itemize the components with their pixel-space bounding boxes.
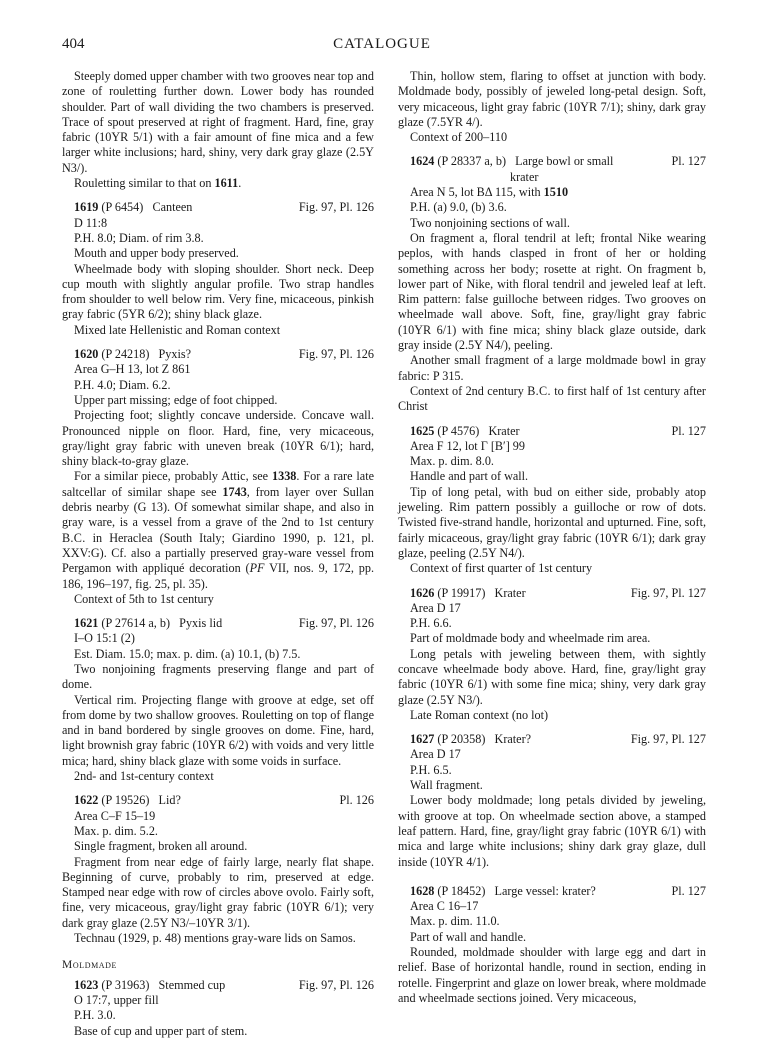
find-location: Area D 17 — [410, 747, 461, 762]
find-location: D 11:8 — [74, 215, 108, 230]
dimensions: P.H. 8.0; Diam. of rim 3.8. — [74, 230, 204, 245]
entry-heading — [398, 884, 706, 899]
inventory-number: (P 20358) — [437, 732, 486, 747]
preservation: Single fragment, broken all around. — [74, 839, 248, 854]
entry-context: 2nd- and 1st-century context — [74, 769, 214, 784]
entry-heading — [62, 616, 374, 631]
catalogue-entry-1627 — [398, 732, 706, 870]
entry-context: Mixed late Hellenistic and Roman context — [74, 322, 281, 337]
dimensions: Max. p. dim. 11.0. — [410, 914, 500, 929]
entry-description: Steeply domed upper chamber with two grooves near top and zone of rouletting further down. Lower body has rounded shoulder. Part of wall dividing the two chambers is preserved. Trace of spout preserved at right of fragment. Hard, fine, gray fabric (10YR 5/1) with a fair amount of fine mica and a few larger white inclusions; hard, shiny, very dark gray glaze (2.5Y N3/). — [62, 69, 374, 175]
left-column — [62, 69, 374, 1039]
entry-description: Long petals with jeweling between them, with sightly concave wheelmade body above. Hard, fine, gray/light gray fabric (10YR 6/1) with some fine mica; shiny, very dark gray glaze (2.5Y N3/). — [398, 646, 706, 707]
entry-number: 1626 — [410, 585, 435, 600]
entry-note: Another small fragment of a large moldmade bowl in gray fabric: P 315. — [398, 353, 706, 383]
catalogue-entry-1623-continued — [398, 69, 706, 145]
object-name: Krater — [494, 585, 526, 600]
catalogue-entry-1625 — [398, 424, 706, 577]
object-name-continued: krater — [510, 169, 539, 184]
preservation: Part of wall and handle. — [410, 929, 527, 944]
object-name: Large vessel: krater? — [494, 883, 596, 898]
object-name: Canteen — [152, 200, 193, 215]
figure-reference: Pl. 127 — [671, 883, 706, 898]
catalogue-entry-1620 — [62, 347, 374, 607]
object-name: Krater — [488, 423, 520, 438]
dimensions: Est. Diam. 15.0; max. p. dim. (a) 10.1, (b) 7.5. — [74, 646, 301, 661]
cross-reference: 1338 — [272, 469, 297, 484]
find-location: Area G–H 13, lot Z 861 — [74, 362, 191, 377]
entry-number: 1619 — [74, 200, 99, 215]
preservation: Handle and part of wall. — [410, 469, 529, 484]
entry-number: 1627 — [410, 732, 435, 747]
inventory-number: (P 24218) — [101, 347, 150, 362]
entry-heading — [398, 424, 706, 439]
catalogue-entry-1628 — [398, 884, 706, 1006]
catalogue-entry-1624 — [398, 154, 706, 414]
entry-description: Rounded, moldmade shoulder with large egg and dart in relief. Base of horizontal handle, round in section, ending in rotelle. Fingerprint and glaze on lower break, where moldmade and wheelmade sections joined. Very micaceous, — [398, 945, 706, 1005]
entry-description: Wheelmade body with sloping shoulder. Short neck. Deep cup mouth with slightly angular profile. Two strap handles from shoulder to well below rim. Very fine, micaceous, pinkish gray fabric (5YR 6/2); shiny black glaze. — [62, 261, 374, 322]
entry-heading — [398, 154, 706, 169]
figure-reference: Fig. 97, Pl. 127 — [630, 732, 706, 747]
entry-heading — [62, 347, 374, 362]
inventory-number: (P 31963) — [101, 977, 150, 992]
entry-context: Context of first quarter of 1st century — [410, 561, 593, 576]
preservation: Two nonjoining fragments preserving flange and part of dome. — [62, 661, 374, 692]
catalogue-entry-1623 — [62, 978, 374, 1039]
entry-number: 1620 — [74, 347, 99, 362]
figure-reference: Pl. 126 — [339, 793, 374, 808]
entry-note: For a similar piece, probably Attic, see 1338. For a rare late saltcellar of similar shape see 1743, from layer over Sullan debris nearby (G 13). Of somewhat similar shape, and also in gray ware, is a vessel from a grave of the 2nd to 1st century B.C. in Heraclea (South Italy; Giardino 1990, p. 121, pl. XXV:G). Cf. also a partially preserved gray-ware vessel from Pergamon with appliqué decoration (PF VII, nos. 9, 172, pp. 186, 196–197, fig. 25, pl. 35). — [62, 469, 374, 591]
catalogue-entry-continued — [62, 69, 374, 191]
section-heading: Moldmade — [62, 959, 118, 972]
entry-heading — [62, 793, 374, 808]
catalogue-entry-1621 — [62, 616, 374, 784]
find-location: Area F 12, lot Γ [B′] 99 — [410, 438, 525, 453]
find-location: O 17:7, upper fill — [74, 992, 159, 1007]
object-name: Pyxis lid — [179, 616, 223, 631]
entry-context: Context of 200–110 — [410, 130, 508, 145]
preservation: Upper part missing; edge of foot chipped. — [74, 392, 278, 407]
entry-heading — [62, 978, 374, 993]
figure-reference: Fig. 97, Pl. 126 — [298, 977, 374, 992]
entry-description: Thin, hollow stem, flaring to offset at junction with body. Moldmade body, possibly of jeweled long-petal design. Soft, very micaceous, light gray fabric (10YR 7/1); shiny, dark gray glaze (7.5YR 4/). — [398, 69, 706, 129]
inventory-number: (P 19526) — [101, 793, 150, 808]
entry-context: Context of 5th to 1st century — [74, 591, 214, 606]
object-name: Large bowl or small — [515, 154, 614, 169]
entry-description: Vertical rim. Projecting flange with groove at edge, set off from dome by two shallow grooves. Rouletting on top of flange and in band bordered by single grooves on dome. Fine, hard, light brownish gray fabric (10YR 6/2) with voids and very little mica; hard, shiny black glaze with some voids in surface. — [62, 692, 374, 768]
figure-reference: Fig. 97, Pl. 126 — [298, 347, 374, 362]
dimensions: Max. p. dim. 5.2. — [74, 823, 158, 838]
entry-number: 1625 — [410, 423, 435, 438]
catalogue-entry-1622 — [62, 793, 374, 946]
entry-description: On fragment a, floral tendril at left; frontal Nike wearing peplos, with hands clasped in front of her or holding something across her body; rosette at right. On fragment b, lower part of Nike, with floral tendril and jeweled leaf at left. Rim pattern: false guilloche between ridges. Two grooves on wheelmade wall above. Soft, fine, gray/light gray fabric (10YR 6/1) with fine mica; shiny black glaze outside, dark gray inside (2.5Y N4/), peeling. — [398, 230, 706, 353]
find-location: I–O 15:1 (2) — [74, 631, 135, 646]
figure-reference: Pl. 127 — [671, 154, 706, 169]
cross-reference: 1510 — [543, 185, 569, 200]
entry-description: Tip of long petal, with bud on either side, probably atop jeweling. Rim pattern possibly a guilloche or row of dots. Twisted five-strand handle, horizontal and upturned. Fine, soft, fairly micaceous, gray/light gray fabric (10YR 6/1); dark gray glaze, peeling (2.5Y N4/). — [398, 484, 706, 560]
entry-description: Fragment from near edge of fairly large, nearly flat shape. Beginning of curve, probably to rim, preserved at edge. Stamped near edge with row of circles above ovolo. Fairly soft, fine, very micaceous, gray/light gray fabric (10YR 6/1); very dark gray glaze (2.5Y N3/–10YR 3/1). — [62, 854, 374, 930]
page-number: 404 — [62, 36, 85, 52]
catalogue-entry-1619 — [62, 200, 374, 338]
entry-context: Context of 2nd century B.C. to first half of 1st century after Christ — [398, 383, 706, 414]
figure-reference: Fig. 97, Pl. 126 — [298, 616, 374, 631]
inventory-number: (P 6454) — [101, 200, 144, 215]
find-location: Area N 5, lot BΔ 115, with 1510 — [410, 185, 569, 200]
running-header: CATALOGUE — [333, 36, 431, 52]
dimensions: Max. p. dim. 8.0. — [410, 454, 494, 469]
entry-description: Lower body moldmade; long petals divided by jeweling, with groove at top. On wheelmade section above, a stamped leaf pattern. Hard, fine, gray/light gray fabric (10YR 6/1) with mica and large white inclusions; shiny dark gray glaze, dull inside (10YR 4/1). — [398, 793, 706, 869]
entry-number: 1628 — [410, 883, 435, 898]
dimensions: P.H. 3.0. — [74, 1008, 116, 1023]
entry-note: Technau (1929, p. 48) mentions gray-ware lids on Samos. — [74, 931, 356, 946]
preservation: Base of cup and upper part of stem. — [74, 1023, 248, 1038]
dimensions: P.H. 4.0; Diam. 6.2. — [74, 377, 171, 392]
object-name: Stemmed cup — [158, 977, 226, 992]
dimensions: P.H. 6.5. — [410, 762, 452, 777]
entry-description: Projecting foot; slightly concave underside. Concave wall. Pronounced nipple on floor. Hard, fine, very micaceous, gray/light gray fabric with uneven break (10YR 6/1); hard, shiny black-to-gray glaze. — [62, 408, 374, 469]
figure-reference: Fig. 97, Pl. 127 — [630, 585, 706, 600]
entry-heading — [398, 586, 706, 601]
preservation: Mouth and upper body preserved. — [74, 246, 239, 261]
entry-number: 1622 — [74, 793, 99, 808]
preservation: Two nonjoining sections of wall. — [410, 215, 570, 230]
entry-note: Rouletting similar to that on 1611. — [74, 176, 242, 191]
entry-context: Late Roman context (no lot) — [410, 707, 549, 722]
inventory-number: (P 27614 a, b) — [101, 616, 171, 631]
entry-number: 1623 — [74, 977, 99, 992]
inventory-number: (P 19917) — [437, 585, 486, 600]
preservation: Wall fragment. — [410, 778, 483, 793]
dimensions: P.H. (a) 9.0, (b) 3.6. — [410, 200, 507, 215]
inventory-number: (P 18452) — [437, 883, 486, 898]
entry-number: 1621 — [74, 616, 99, 631]
dimensions: P.H. 6.6. — [410, 616, 452, 631]
figure-reference: Fig. 97, Pl. 126 — [298, 200, 374, 215]
cross-reference: 1743 — [222, 484, 247, 499]
figure-reference: Pl. 127 — [671, 423, 706, 438]
preservation: Part of moldmade body and wheelmade rim area. — [410, 631, 651, 646]
find-location: Area D 17 — [410, 600, 461, 615]
find-location: Area C–F 15–19 — [74, 808, 156, 823]
object-name: Krater? — [494, 732, 532, 747]
entry-number: 1624 — [410, 154, 435, 169]
inventory-number: (P 28337 a, b) — [437, 154, 507, 169]
right-column — [398, 69, 706, 1006]
object-name: Lid? — [158, 793, 181, 808]
entry-heading — [62, 200, 374, 215]
find-location: Area C 16–17 — [410, 899, 479, 914]
object-name: Pyxis? — [158, 347, 192, 362]
cross-reference: 1611 — [214, 176, 239, 191]
entry-heading — [398, 732, 706, 747]
inventory-number: (P 4576) — [437, 423, 480, 438]
catalogue-entry-1626 — [398, 586, 706, 724]
